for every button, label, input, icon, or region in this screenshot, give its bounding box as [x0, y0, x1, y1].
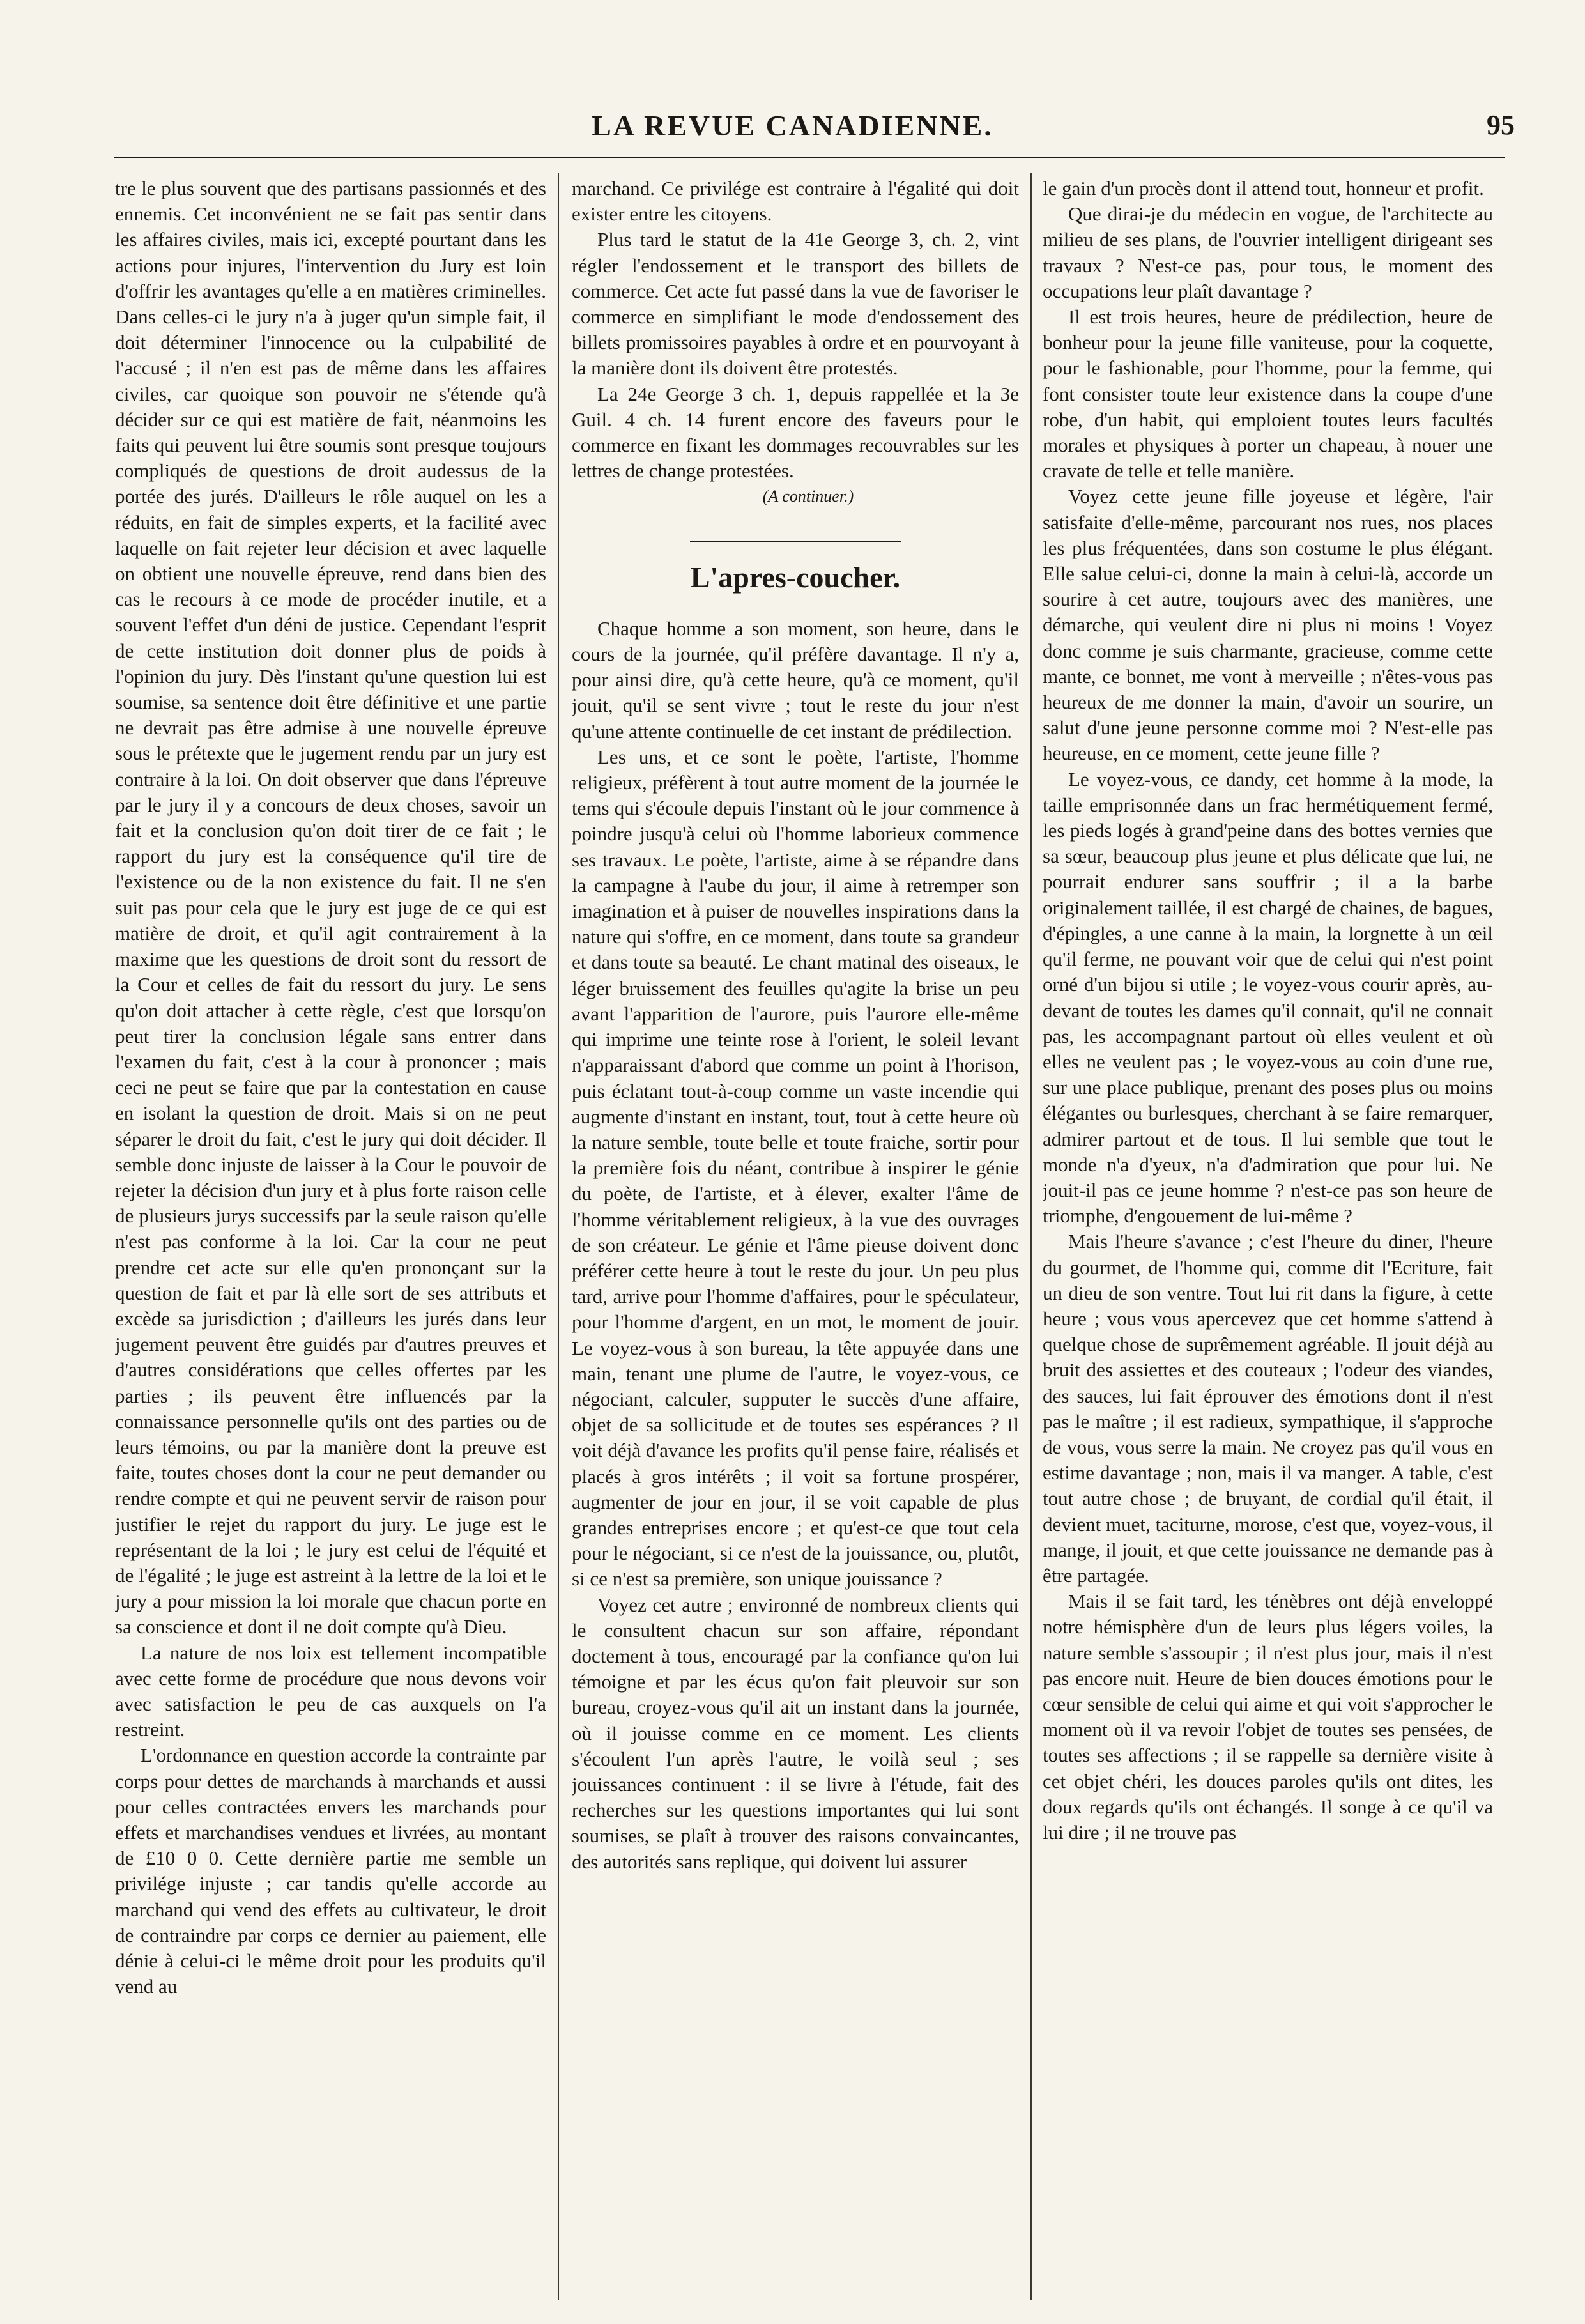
- paragraph: le gain d'un procès dont il attend tout, honneur et profit.: [1043, 177, 1484, 199]
- paragraph: La nature de nos loix est tellement incompatible avec cette forme de procédure que nous devons voir avec satisfaction le peu de cas auxquels on l'a restreint.: [115, 1641, 546, 1741]
- paragraph: Que dirai-je du médecin en vogue, de l'architecte au milieu de ses plans, de l'ouvrier intelligent dirigeant ses travaux ? N'est-ce pas, pour tous, le moment des occupations leur plaît davantage ?: [1043, 203, 1493, 302]
- journal-title: LA REVUE CANADIENNE.: [592, 109, 993, 142]
- column-divider: [1030, 173, 1032, 2300]
- header-rule: [114, 157, 1505, 158]
- continued-note: (A continuer.): [762, 487, 854, 506]
- paragraph: Plus tard le statut de la 41e George 3, ch. 2, vint régler l'endossement et le transport des billets de commerce. Cet acte fut passé dans la vue de favoriser le commerce en simplifiant le mode d'endossement des billets promissoires payables à ordre et en pourvoyant à la manière dont ils doivent être protestés.: [572, 228, 1019, 380]
- column-divider: [558, 173, 559, 2300]
- paragraph: tre le plus souvent que des partisans passionnés et des ennemis. Cet inconvénient ne se fait pas sentir dans les affaires civiles, mais ici, excepté pourtant dans les actions pour injures, l'intervention du Jury est loin d'offrir les avantages qu'elle a en matières criminelles. Dans celles-ci le jury n'a à juger qu'un simple fait, il doit déterminer l'innocence ou la culpabilité de l'accusé ; il n'en est pas de même dans les affaires civiles, car quoique son pouvoir ne s'étende qu'à décider sur ce qui est matière de fait, néanmoins les faits qui peuvent lui être soumis sont presque toujours compliqués de questions de droit audessus de la portée des jurés. D'ailleurs le rôle auquel on les a réduits, en fait de simples experts, et la facilité avec laquelle on fait rejeter leur décision et avec laquelle on obtient une nouvelle épreuve, rend dans bien des cas le recours à ce mode de procéder inutile, et a souvent l'effet d'un déni de justice. Cependant l'esprit de cette institution doit donner plus de poids à l'opinion du jury. Dès l'instant qu'une question lui est soumise, sa sentence doit être définitive et une partie ne devrait pas être admise à une nouvelle épreuve sous le prétexte que le jugement rendu par un jury est contraire à la loi. On doit observer que dans l'épreuve par le jury il y a concours de deux choses, savoir un fait et la conclusion qu'on doit tirer de ce fait ; le rapport du jury est la conséquence qu'il tire de l'existence ou de la non existence du fait. Il ne s'en suit pas pour cela que le jury est juge de ce qui est matière de droit, et qu'il agit contrairement à la maxime que les questions de droit sont du ressort de la Cour et celles de fait du ressort du jury. Le sens qu'on doit attacher à cette règle, c'est que lorsqu'on peut tirer la conclusion légale sans entrer dans l'examen du fait, c'est à la cour à prononcer ; mais ceci ne peut se faire que par la contestation en cause en isolant la question de droit. Mais si on ne peut séparer le droit du fait, c'est le jury qui doit décider. Il semble donc injuste de laisser à la Cour le pouvoir de rejeter la décision d'un jury et à plus forte raison celle de plusieurs jurys successifs par la seule raison qu'elle n'est pas conforme à la loi. Car la cour ne peut prendre cet acte sur elle qu'en prononçant sur la question de fait et par là elle sort de ses attributs et excède sa jurisdiction ; d'ailleurs les jurés dans leur jugement peuvent être guidés par d'autres preuves et d'autres considérations que celles offertes par les parties ; ils peuvent être influencés par la connaissance personnelle qu'ils ont des parties ou de leurs témoins, ou par la manière dont la preuve est faite, toutes choses dont la cour ne peut demander ou rendre compte et qui ne peuvent servir de raison pour justifier le rejet du rapport du jury. Le juge est le représentant de la loi ; le jury est celui de l'équité et de l'égalité ; le juge est astreint à la lettre de la loi et le jury a pour mission la loi morale que chacun porte en sa conscience et dont il ne doit compte qu'à Dieu.: [115, 177, 546, 1638]
- article-title: L'apres-coucher.: [690, 560, 901, 594]
- paragraph: La 24e George 3 ch. 1, depuis rappellée et la 3e Guil. 4 ch. 14 furent encore des faveurs pour le commerce en fixant les dommages recouvrables sur les lettres de change protestées.: [572, 382, 1019, 482]
- paragraph: Mais l'heure s'avance ; c'est l'heure du diner, l'heure du gourmet, de l'homme qui, comme dit l'Ecriture, fait un dieu de son ventre. Tout lui rit dans la figure, à cette heure ; vous vous apercevez que cet homme s'attend à quelque chose de suprêmement agréable. Il jouit déjà au bruit des assiettes et des couteaux ; l'odeur des viandes, des sauces, lui fait éprouver des émotions dont il n'est pas le maître ; il est radieux, sympathique, il s'approche de vous, vous serre la main. Ne croyez pas qu'il vous en estime davantage ; non, mais il va manger. A table, c'est tout autre chose ; de bruyant, de cordial qu'il était, il devient muet, taciturne, morose, c'est que, voyez-vous, il mange, il jouit, et que cette jouissance ne demande pas à être partagée.: [1043, 1230, 1493, 1587]
- paragraph: Voyez cette jeune fille joyeuse et légère, l'air satisfaite d'elle-même, parcourant nos rues, nos places les plus fréquentées, dans son costume le plus élégant. Elle salue celui-ci, donne la main à celui-là, accorde un sourire à cet autre, toujours avec des manières, une démarche, qui veulent dire ni plus ni moins ! Voyez donc comme je suis charmante, gracieuse, comme cette mante, ce bonnet, me vont à merveille ; n'êtes-vous pas heureux de me donner la main, d'avoir un sourire, un salut d'une jeune personne comme moi ? N'est-elle pas heureuse, en ce moment, cette jeune fille ?: [1043, 485, 1493, 765]
- paragraph: Il est trois heures, heure de prédilection, heure de bonheur pour la jeune fille vaniteuse, pour la coquette, pour le fashionable, pour l'homme, pour la femme, qui font consister toute leur existence dans la coupe d'une robe, d'un habit, qui emploient toutes leurs facultés morales et physiques à porter un chapeau, à nouer une cravate de telle et telle manière.: [1043, 305, 1493, 482]
- column-2: [572, 176, 1019, 2284]
- column-1: [115, 176, 546, 2284]
- paragraph: Mais il se fait tard, les ténèbres ont déjà enveloppé notre hémisphère d'un de leurs plus légers voiles, la nature semble s'assoupir ; il n'est plus jour, mais il n'est pas encore nuit. Heure de bien douces émotions pour le cœur sensible de celui qui aime et qui voit s'approcher le moment où il va revoir l'objet de toutes ses pensées, de toutes ses affections ; il se rappelle sa dernière visite à cet objet chéri, les douces paroles qu'ils ont dites, les doux regards qu'ils ont échangés. Il songe à ce qu'il va lui dire ; il ne trouve pas: [1043, 1590, 1493, 1843]
- section-separator: [690, 541, 901, 542]
- paragraph: Chaque homme a son moment, son heure, dans le cours de la journée, qu'il préfère davantage. Il n'y a, pour ainsi dire, qu'à cette heure, qu'à ce moment, qu'il jouit, qu'il se sent vivre ; tout le reste du jour n'est qu'une attente continuelle de cet instant de prédilection.: [572, 617, 1019, 743]
- page-number: 95: [1487, 109, 1515, 141]
- paragraph: L'ordonnance en question accorde la contrainte par corps pour dettes de marchands à marchands et aussi pour celles contractées envers les marchands pour effets et marchandises vendues et livrées, au montant de £10 0 0. Cette dernière partie me semble un privilége injuste ; car tandis qu'elle accorde au marchand qui vend des effets au cultivateur, le droit de contraindre par corps ce dernier au paiement, elle dénie à celui-ci le même droit pour les produits qu'il vend au: [115, 1744, 546, 1998]
- column-3: [1043, 176, 1493, 2284]
- paragraph: Voyez cet autre ; environné de nombreux clients qui le consultent chacun sur son affaire, répondant doctement à tous, encouragé par la confiance qu'on lui témoigne et par les écus qu'on fait pleuvoir sur son bureau, croyez-vous qu'il ait un instant dans la journée, où il jouisse comme en ce moment. Les clients s'écoulent l'un après l'autre, le voilà seul ; ses jouissances continuent : il se livre à l'étude, fait des recherches sur les questions importantes qui lui sont soumises, se plaît à trouver des raisons convaincantes, des autorités sans replique, qui doivent lui assurer: [572, 1593, 1019, 1873]
- paragraph: Le voyez-vous, ce dandy, cet homme à la mode, la taille emprisonnée dans un frac hermétiquement fermé, les pieds logés à grand'peine dans des bottes vernies que sa sœur, beaucoup plus jeune et plus délicate que lui, ne pourrait endurer sans souffrir ; il a la barbe originalement taillée, il est chargé de chaines, de bagues, d'épingles, a une canne à la main, la lorgnette à un œil qu'il ferme, ne pouvant voir que de celui qui n'est point orné d'un bijou si utile ; le voyez-vous courir après, au-devant de toutes les dames qu'il connait, qu'il ne connait pas, les accompagnant partout où elles veulent et où elles ne veulent pas ; le voyez-vous au coin d'une rue, sur une place publique, prenant des poses plus ou moins élégantes ou burlesques, cherchant à se faire remarquer, admirer partout et de tous. Il lui semble que tout le monde n'a d'yeux, n'a d'admiration que pour lui. Ne jouit-il pas ce jeune homme ? n'est-ce pas son heure de triomphe, d'engouement de lui-même ?: [1043, 767, 1493, 1227]
- paragraph: marchand. Ce privilége est contraire à l'égalité qui doit exister entre les citoyens.: [572, 177, 1019, 226]
- paragraph: Les uns, et ce sont le poète, l'artiste, l'homme religieux, préfèrent à tout autre moment de la journée le tems qui s'écoule depuis l'instant où le jour commence à poindre jusqu'à celui où l'homme laborieux commence ses travaux. Le poète, l'artiste, aime à se répandre dans la campagne à l'aube du jour, il aime à retremper son imagination et à puiser de nouvelles inspirations dans la nature qui s'offre, en ce moment, dans toute sa grandeur et dans toute sa beauté. Le chant matinal des oiseaux, le léger bruissement des feuilles qu'agite la brise un peu avant l'apparition de l'aurore, puis l'aurore elle-même qui imprime une teinte rose à l'orient, le soleil levant n'apparaissant d'abord que comme un point à l'horison, puis éclatant tout-à-coup comme un vaste incendie qui augmente d'instant en instant, tout, tout à cette heure où la nature semble, toute belle et toute fraiche, sortir pour la première fois du néant, contribue à inspirer le génie du poète, de l'artiste, et à élever, exalter l'âme de l'homme véritablement religieux, à la vue des ouvrages de son créateur. Le génie et l'âme pieuse doivent donc préférer cette heure à tout le reste du jour. Un peu plus tard, arrive pour l'homme d'affaires, pour le spéculateur, pour l'homme d'argent, en un mot, le moment de jouir. Le voyez-vous à son bureau, la tête appuyée dans une main, tenant une plume de l'autre, le voyez-vous, ce négociant, calculer, supputer le succès d'une affaire, objet de sa sollicitude et de toutes ses espérances ? Il voit déjà d'avance les profits qu'il pense faire, réalisés et placés à gros intérêts ; il voit sa fortune prospérer, augmenter de jour en jour, il se voit capable de plus grandes entreprises encore ; et qu'est-ce que tout cela pour le négociant, si ce n'est de la jouissance, ou, plutôt, si ce n'est sa première, son unique jouissance ?: [572, 745, 1019, 1590]
- running-header: [0, 109, 1585, 153]
